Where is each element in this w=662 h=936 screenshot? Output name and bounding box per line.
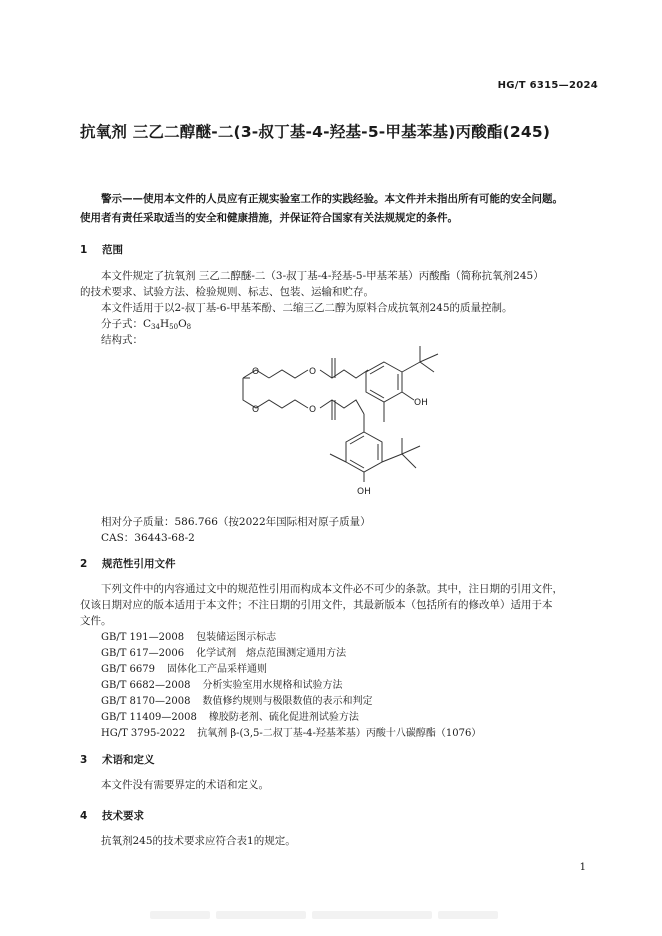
ring-link-bond <box>366 370 368 372</box>
reference-item: GB/T 8170—2008 数值修约规则与极限数值的表示和判定 <box>101 696 373 707</box>
section-title: 规范性引用文件 <box>102 558 176 570</box>
tert-butyl-bond <box>402 362 420 372</box>
tert-butyl-branch <box>402 454 416 468</box>
references-intro: 下列文件中的内容通过文中的规范性引用而构成本文件必不可少的条款。其中，注日期的引用文件， 仅该日期对应的版本适用于本文件；不注日期的引用文件，其最新版本（包括所有的修改单）适用于本 文件。 <box>80 583 563 627</box>
upper-benzene-ring <box>366 362 402 402</box>
ether-oxygen-label: O <box>252 405 260 415</box>
ester-oxygen-label: O <box>309 405 317 415</box>
ether-chain-bond <box>269 370 308 378</box>
scope-paragraph-2: 本文件适用于以2-叔丁基-6-甲基苯酚、二缩三乙二醇为原料合成抗氧剂245的质量控制。 <box>101 302 513 314</box>
reference-item: GB/T 191—2008 包装储运图示标志 <box>101 632 277 643</box>
tert-butyl-bond <box>382 454 402 462</box>
ring-double-bond <box>370 366 384 374</box>
page-number: 1 <box>579 862 586 873</box>
reference-list <box>101 630 481 742</box>
reference-item: GB/T 11409—2008 橡胶防老剂、硫化促进剂试验方法 <box>101 712 359 723</box>
ring-double-bond <box>350 460 364 468</box>
ring-double-bond <box>350 436 364 444</box>
reference-item: GB/T 6682—2008 分析实验室用水规格和试验方法 <box>101 680 343 691</box>
ester-oxygen-label: O <box>309 367 317 377</box>
section-title: 术语和定义 <box>102 754 155 766</box>
molecular-mass: 相对分子质量：586.766（按2022年国际相对原子质量） <box>101 516 371 528</box>
section-3-heading <box>80 752 155 767</box>
structure-label: 结构式： <box>101 334 143 346</box>
methyl-bond <box>330 454 346 462</box>
hydroxyl-label-top: OH <box>414 398 428 408</box>
hydroxyl-label-bottom: OH <box>357 487 371 497</box>
section-4-heading <box>80 808 144 823</box>
warning-line-1: 警示——使用本文件的人员应有正规实验室工作的实践经验。本文件并未指出所有可能的安全问题。 <box>101 193 563 205</box>
warning-line-2: 使用者有责任采取适当的安全和健康措施，并保证符合国家有关法规规定的条件。 <box>80 212 458 224</box>
tert-butyl-branch <box>402 438 420 454</box>
section-number: 2 <box>80 558 88 570</box>
reference-item: HG/T 3795-2022 抗氧剂 β-(3,5-二叔丁基-4-羟基苯基）丙酸十八碳醇酯（1076） <box>101 728 482 739</box>
hydroxyl-bond <box>402 392 414 400</box>
propanoate-chain-bond <box>320 370 368 378</box>
footer-watermark <box>150 908 510 922</box>
propanoate-chain-bond <box>320 400 364 414</box>
ether-chain-bond <box>243 378 308 408</box>
scope-paragraph-1: 本文件规定了抗氧剂 三乙二醇醚-二（3-叔丁基-4-羟基-5-甲基苯基）丙酸酯（简称抗氧剂245） 的技术要求、试验方法、检验规则、标志、包装、运输和贮存。 <box>80 270 544 298</box>
section-number: 1 <box>80 244 88 256</box>
ring-double-bond <box>370 390 384 398</box>
section-title: 范围 <box>102 244 123 256</box>
structural-formula-diagram <box>238 340 478 505</box>
section-number: 4 <box>80 810 88 822</box>
tert-butyl-branch <box>420 346 438 362</box>
terms-paragraph: 本文件没有需要界定的术语和定义。 <box>101 779 269 791</box>
section-title: 技术要求 <box>102 810 144 822</box>
section-2-heading <box>80 556 176 571</box>
ether-oxygen-label: O <box>252 367 260 377</box>
reference-item: GB/T 617—2006 化学试剂 熔点范围测定通用方法 <box>101 648 347 659</box>
reference-item: GB/T 6679 固体化工产品采样通则 <box>101 664 268 675</box>
document-title: 抗氧剂 三乙二醇醚-二(3-叔丁基-4-羟基-5-甲基苯基)丙酸酯(245) <box>80 123 551 141</box>
cas-number: CAS：36443-68-2 <box>101 532 195 544</box>
warning-block <box>80 190 612 228</box>
section-1-heading <box>80 242 123 257</box>
standard-code: HG/T 6315—2024 <box>497 80 598 91</box>
lower-benzene-ring <box>346 432 382 472</box>
section-number: 3 <box>80 754 88 766</box>
tert-butyl-branch <box>420 362 434 372</box>
requirements-paragraph: 抗氧剂245的技术要求应符合表1的规定。 <box>101 835 296 847</box>
molecular-formula: 分子式：$C_{34}H_{50}O_8$ <box>101 318 192 331</box>
